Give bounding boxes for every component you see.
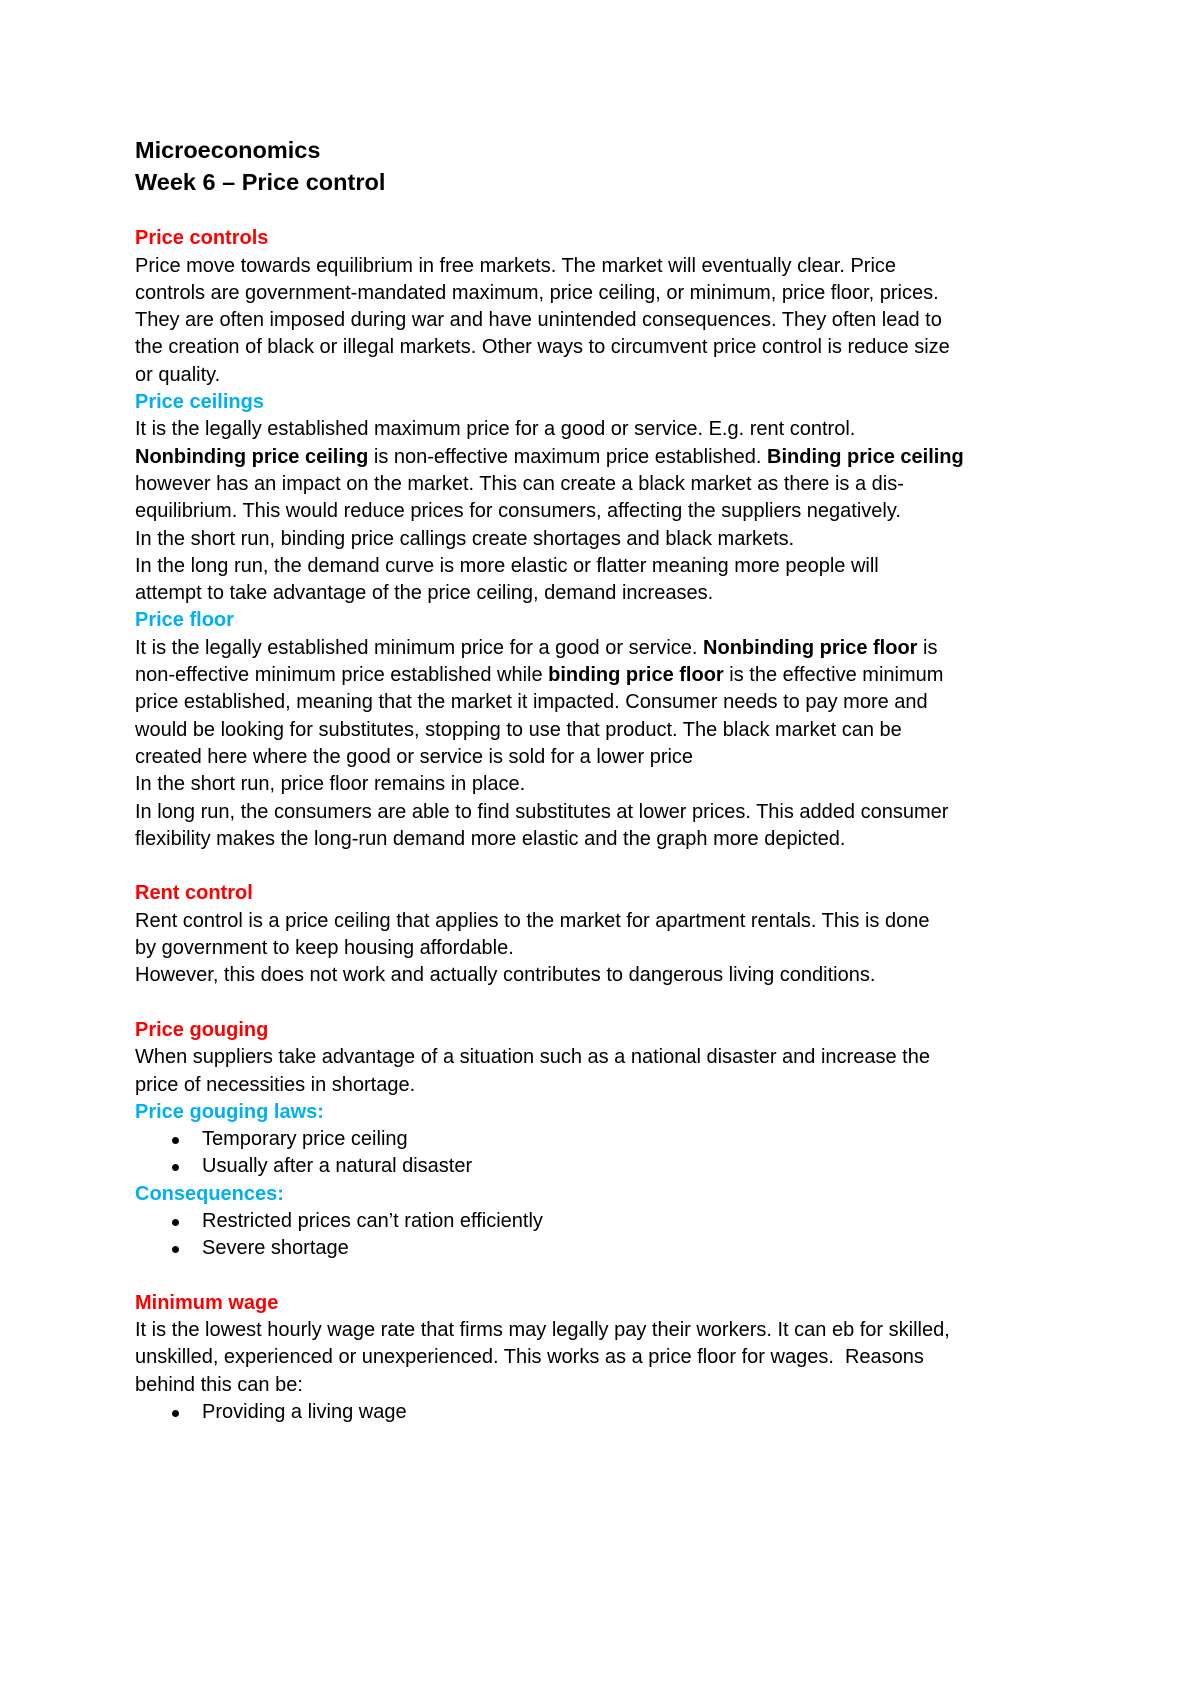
document-page-content: [135, 134, 1175, 1426]
list-item-text: Restricted prices can’t ration efficiently: [202, 1209, 543, 1232]
text-line: It is the lowest hourly wage rate that firms may legally pay their workers. It can eb for skilled,: [135, 1319, 950, 1342]
bold-term: Binding price ceiling: [767, 445, 964, 468]
text-line: They are often imposed during war and have unintended consequences. They often lead to: [135, 309, 942, 332]
blank-line: [135, 990, 1175, 1017]
text-line: In the short run, price floor remains in place.: [135, 773, 526, 796]
bullet-icon: [172, 1137, 179, 1144]
blank-line: [135, 198, 1175, 225]
text-line: However, this does not work and actually contributes to dangerous living conditions.: [135, 964, 876, 987]
subsection-heading-price-ceilings: Price ceilings: [135, 391, 264, 414]
text-line: by government to keep housing affordable.: [135, 937, 514, 960]
bullet-icon: [172, 1219, 179, 1226]
section-price-floor: [135, 607, 1175, 853]
text-segment: is the effective minimum: [723, 664, 944, 687]
text-line: [135, 635, 1175, 662]
list-item-text: Severe shortage: [202, 1237, 349, 1260]
text-line: price of necessities in shortage.: [135, 1073, 416, 1096]
section-heading-minimum-wage: Minimum wage: [135, 1291, 279, 1314]
bullet-icon: [172, 1164, 179, 1171]
section-rent-control: [135, 880, 1175, 989]
blank-line: [135, 1263, 1175, 1290]
text-line: In the short run, binding price callings create shortages and black markets.: [135, 527, 795, 550]
document-subtitle: Week 6 – Price control: [135, 169, 386, 195]
list-item: [135, 1235, 1175, 1262]
text-segment: It is the legally established minimum price for a good or service.: [135, 636, 704, 659]
list-item-text: Temporary price ceiling: [202, 1128, 408, 1151]
subsection-heading-consequences: Consequences:: [135, 1182, 284, 1205]
list-item: [135, 1399, 1175, 1426]
section-price-controls: [135, 225, 1175, 389]
section-price-ceilings: [135, 389, 1175, 607]
list-item-text: Usually after a natural disaster: [202, 1155, 473, 1178]
text-line: flexibility makes the long-run demand more elastic and the graph more depicted.: [135, 827, 846, 850]
bold-term: Nonbinding price floor: [703, 636, 918, 659]
section-heading-price-controls: Price controls: [135, 227, 269, 250]
section-price-gouging: [135, 1017, 1175, 1263]
text-segment: is: [917, 636, 938, 659]
text-line: In long run, the consumers are able to find substitutes at lower prices. This added consumer: [135, 800, 949, 823]
subsection-heading-price-floor: Price floor: [135, 609, 234, 632]
text-line: the creation of black or illegal markets. Other ways to circumvent price control is reduce size: [135, 336, 950, 359]
bullet-icon: [172, 1410, 179, 1417]
text-line: It is the legally established maximum price for a good or service. E.g. rent control.: [135, 418, 856, 441]
section-minimum-wage: [135, 1290, 1175, 1426]
text-line: price established, meaning that the market it impacted. Consumer needs to pay more and: [135, 691, 928, 714]
bullet-icon: [172, 1246, 179, 1253]
subsection-heading-price-gouging-laws: Price gouging laws:: [135, 1100, 324, 1123]
text-line: controls are government-mandated maximum, price ceiling, or minimum, price floor, prices.: [135, 281, 939, 304]
blank-line: [135, 853, 1175, 880]
text-line: Rent control is a price ceiling that applies to the market for apartment rentals. This is done: [135, 909, 930, 932]
text-segment: non-effective minimum price established while: [135, 664, 549, 687]
text-line: would be looking for substitutes, stopping to use that product. The black market can be: [135, 718, 902, 741]
section-heading-price-gouging: Price gouging: [135, 1018, 269, 1041]
section-heading-rent-control: Rent control: [135, 882, 253, 905]
list-item: [135, 1153, 1175, 1180]
text-line: [135, 662, 1175, 689]
text-line: however has an impact on the market. This can create a black market as there is a dis-: [135, 472, 904, 495]
text-line: behind this can be:: [135, 1373, 303, 1396]
text-line: created here where the good or service is sold for a lower price: [135, 745, 694, 768]
text-line: In the long run, the demand curve is more elastic or flatter meaning more people will: [135, 554, 879, 577]
bold-term: binding price floor: [548, 664, 724, 687]
text-segment: is non-effective maximum price established.: [368, 445, 768, 468]
document-title: Microeconomics: [135, 137, 321, 163]
text-line: [135, 444, 1175, 471]
text-line: unskilled, experienced or unexperienced. This works as a price floor for wages. Reasons: [135, 1346, 924, 1369]
bold-term: Nonbinding price ceiling: [135, 445, 369, 468]
list-item: [135, 1208, 1175, 1235]
list-item: [135, 1126, 1175, 1153]
text-line: or quality.: [135, 363, 221, 386]
text-line: When suppliers take advantage of a situation such as a national disaster and increase the: [135, 1046, 930, 1069]
list-item-text: Providing a living wage: [202, 1401, 407, 1424]
text-line: Price move towards equilibrium in free markets. The market will eventually clear. Price: [135, 254, 897, 277]
text-line: equilibrium. This would reduce prices for consumers, affecting the suppliers negatively.: [135, 500, 901, 523]
text-line: attempt to take advantage of the price ceiling, demand increases.: [135, 582, 714, 605]
